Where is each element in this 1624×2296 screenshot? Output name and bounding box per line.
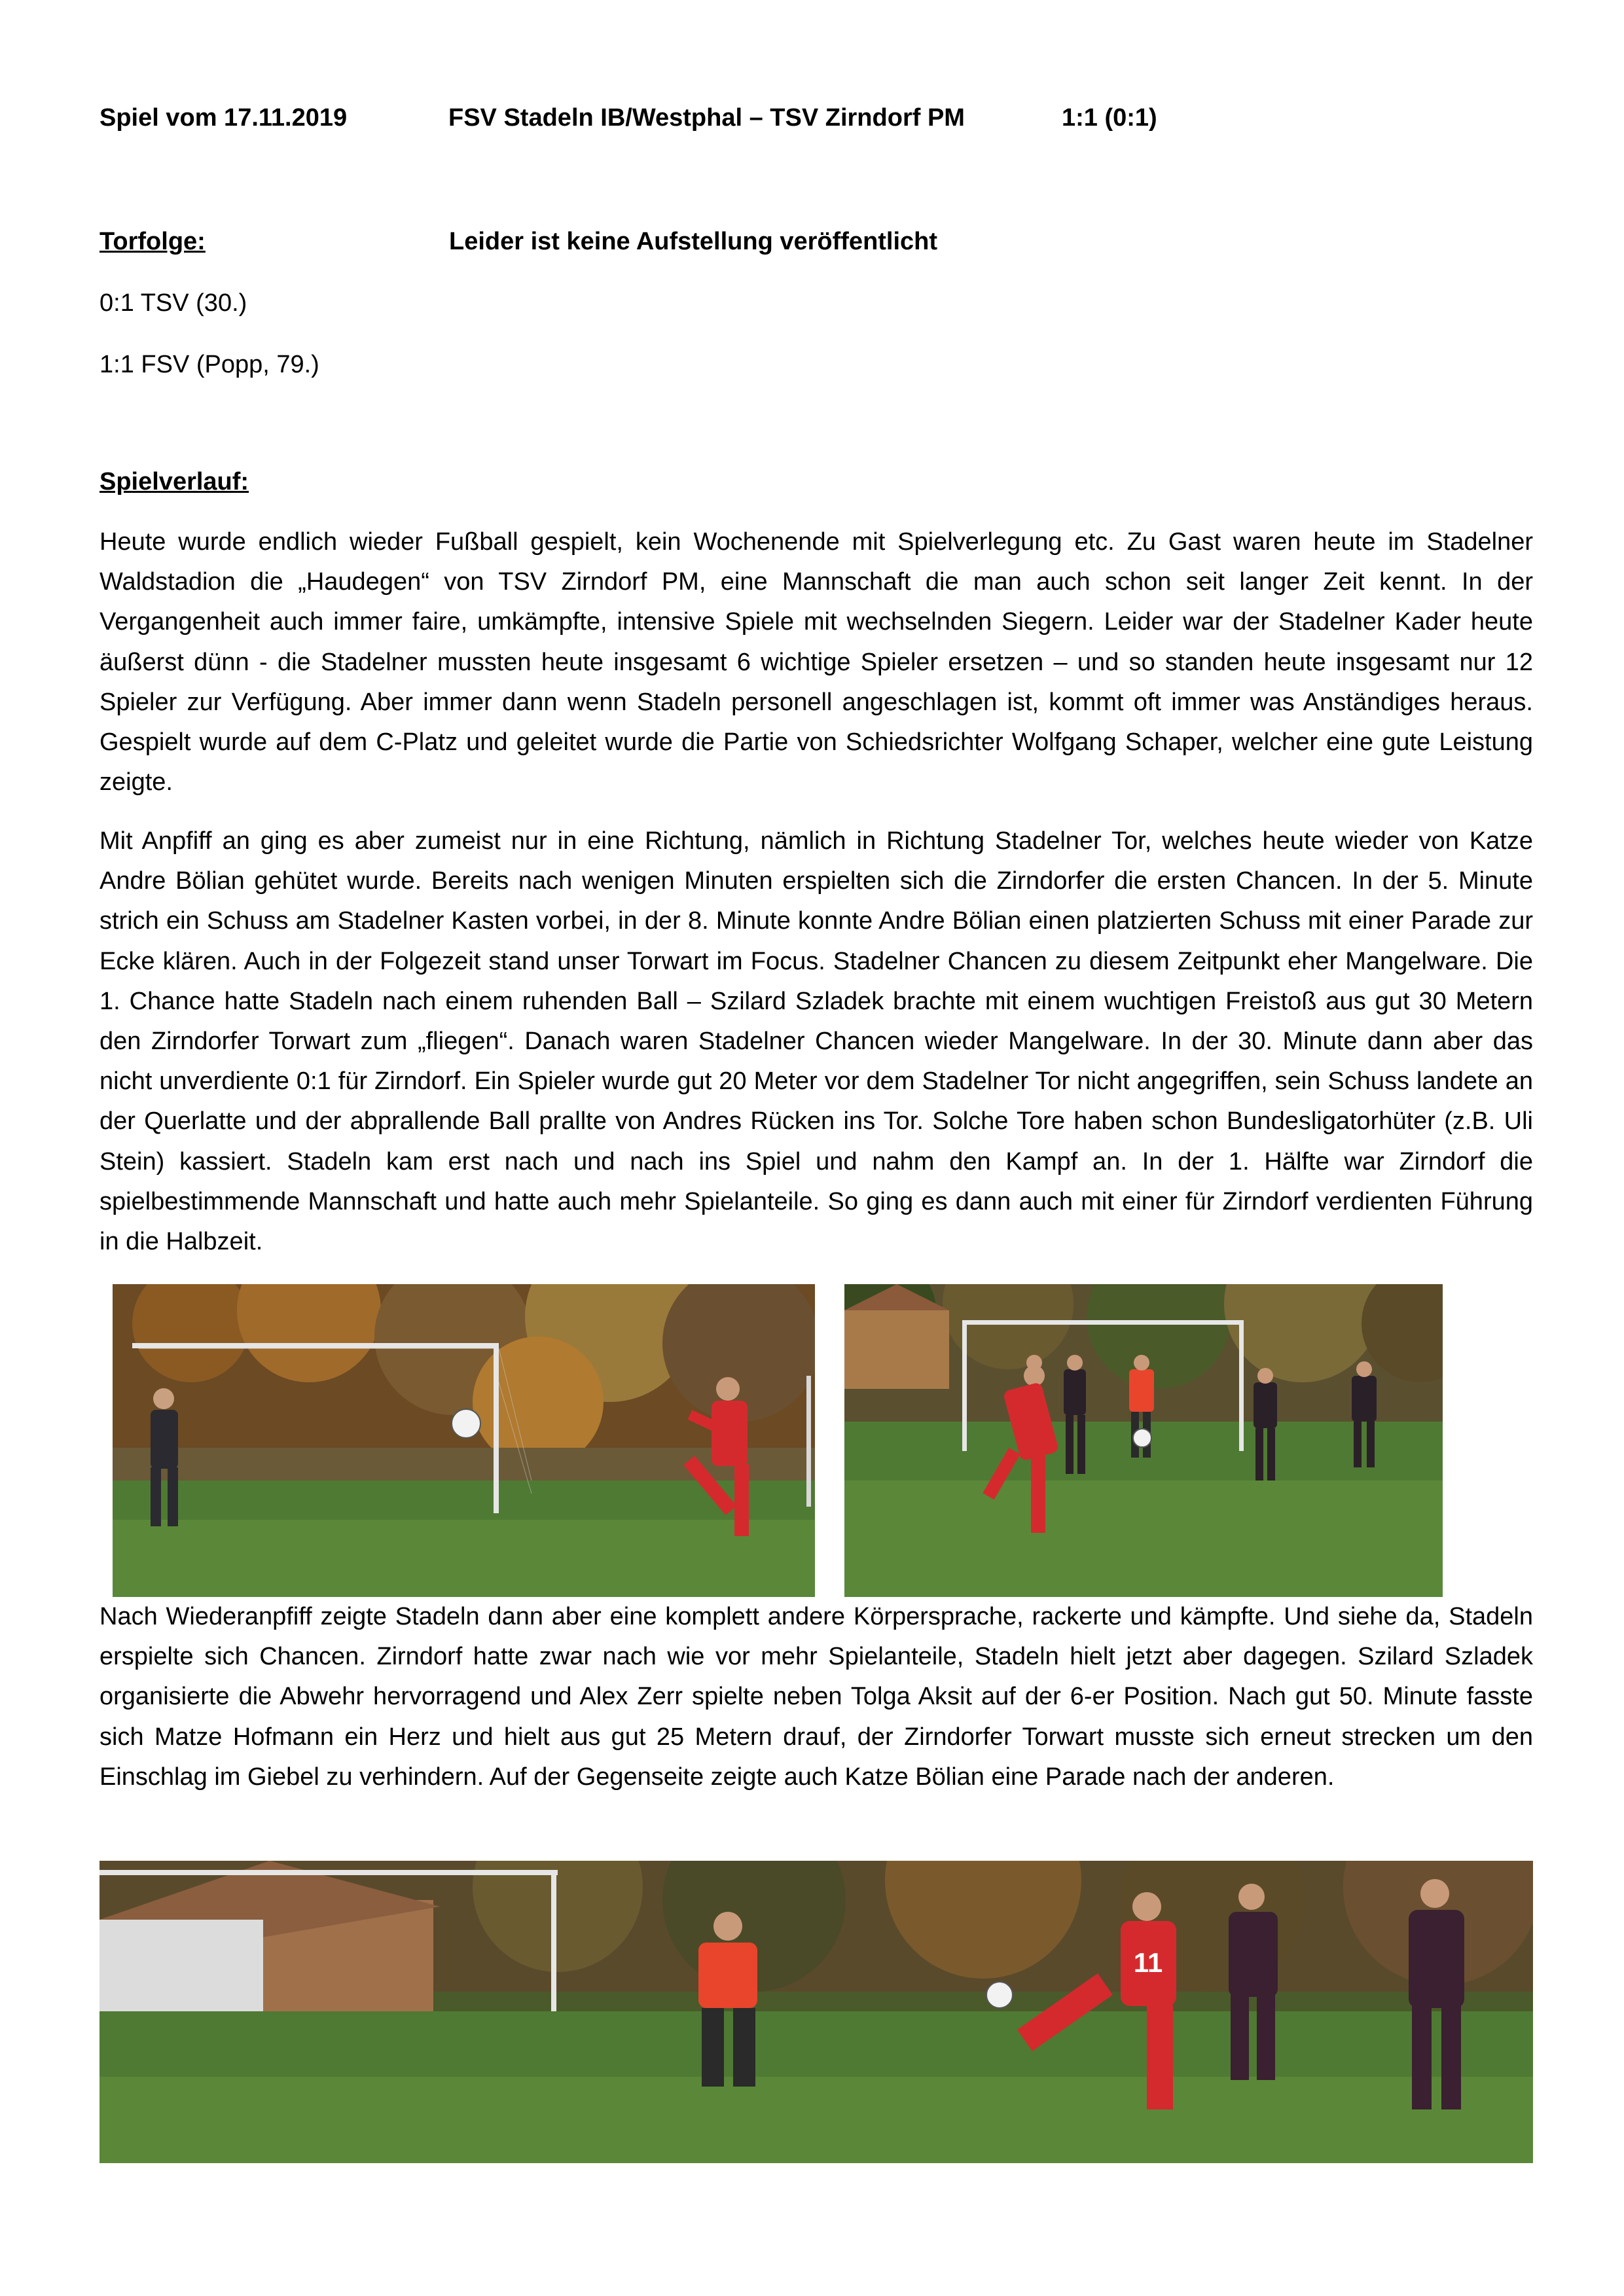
goal-1: 0:1 TSV (30.)	[99, 289, 247, 317]
match-date: Spiel vom 17.11.2019	[99, 104, 348, 132]
goal-2: 1:1 FSV (Popp, 79.)	[99, 351, 319, 378]
report-paragraph-1: Heute wurde endlich wieder Fußball gespielt, kein Wochenende mit Spielverlegung etc. Zu Gast waren heute im Stadelner Waldstadion die „Haudegen“ von TSV Zirndorf PM, eine Mannschaft die man auch schon seit langer Zeit kennt. In der Vergangenheit auch immer faire, umkämpfte, intensive Spiele mit wechselnden Siegern. Leider war der Stadelner Kader heute äußerst dünn - die Stadelner mussten heute insgesamt 6 wichtige Spieler ersetzen – und so standen heute insgesamt nur 12 Spieler zur Verfügung. Aber immer dann wenn Stadeln personell angeschlagen ist, kommt oft immer was Anständiges heraus. Gespielt wurde auf dem C-Platz und geleitet wurde die Partie von Schiedsrichter Wolfgang Schaper, welcher eine gute Leistung zeigte.	[99, 528, 1533, 797]
lineup-note: Leider ist keine Aufstellung veröffentlicht	[449, 228, 938, 255]
match-teams: FSV Stadeln IB/Westphal – TSV Zirndorf PM	[448, 104, 965, 132]
spielverlauf-heading: Spielverlauf:	[99, 468, 249, 495]
match-photo-wide	[99, 1861, 1533, 2163]
jersey-number: 11	[1133, 1947, 1163, 1978]
match-header	[99, 101, 1533, 135]
match-photo-free-kick	[113, 1284, 815, 1597]
report-paragraph-3: Nach Wiederanpfiff zeigte Stadeln dann aber eine komplett andere Körpersprache, rackerte und kämpfte. Und siehe da, Stadeln erspielte sich Chancen. Zirndorf hatte zwar nach wie vor mehr Spielanteile, Stadeln hielt jetzt aber dagegen. Szilard Szladek organisierte die Abwehr hervorragend und Alex Zerr spielte neben Tolga Aksit auf der 6-er Position. Nach gut 50. Minute fasste sich Matze Hofmann ein Herz und hielt aus gut 25 Metern drauf, der Zirndorfer Torwart musste sich erneut strecken um den Einschlag im Giebel zu verhindern. Auf der Gegenseite zeigte auch Katze Bölian eine Parade nach der anderen.	[99, 1603, 1533, 1791]
match-photo-attack	[844, 1284, 1443, 1597]
match-result: 1:1 (0:1)	[1062, 104, 1157, 132]
report-paragraph-2: Mit Anpfiff an ging es aber zumeist nur in eine Richtung, nämlich in Richtung Stadelner Tor, welches heute wieder von Katze Andre Bölian gehütet wurde. Bereits nach wenigen Minuten erspielten sich die Zirndorfer die ersten Chancen. In der 5. Minute strich ein Schuss am Stadelner Kasten vorbei, in der 8. Minute konnte Andre Bölian einen platzierten Schuss mit einer Parade zur Ecke klären. Auch in der Folgezeit stand unser Torwart im Focus. Stadelner Chancen zu diesem Zeitpunkt eher Mangelware. Die 1. Chance hatte Stadeln nach einem ruhenden Ball – Szilard Szladek brachte mit einem wuchtigen Freistoß aus gut 30 Metern den Zirndorfer Torwart zum „fliegen“. Danach waren Stadelner Chancen wieder Mangelware. In der 30. Minute dann aber das nicht unverdiente 0:1 für Zirndorf. Ein Spieler wurde gut 20 Meter vor dem Stadelner Tor nicht angegriffen, sein Schuss landete an der Querlatte und der abprallende Ball prallte von Andres Rücken ins Tor. Solche Tore haben schon Bundesligatorhüter (z.B. Uli Stein) kassiert. Stadeln kam erst nach und nach ins Spiel und nahm den Kampf an. In der 1. Hälfte war Zirndorf die spielbestimmende Mannschaft und hatte auch mehr Spielanteile. So ging es dann auch mit einer für Zirndorf verdienten Führung in die Halbzeit.	[99, 827, 1533, 1256]
torfolge-heading: Torfolge:	[99, 228, 206, 255]
